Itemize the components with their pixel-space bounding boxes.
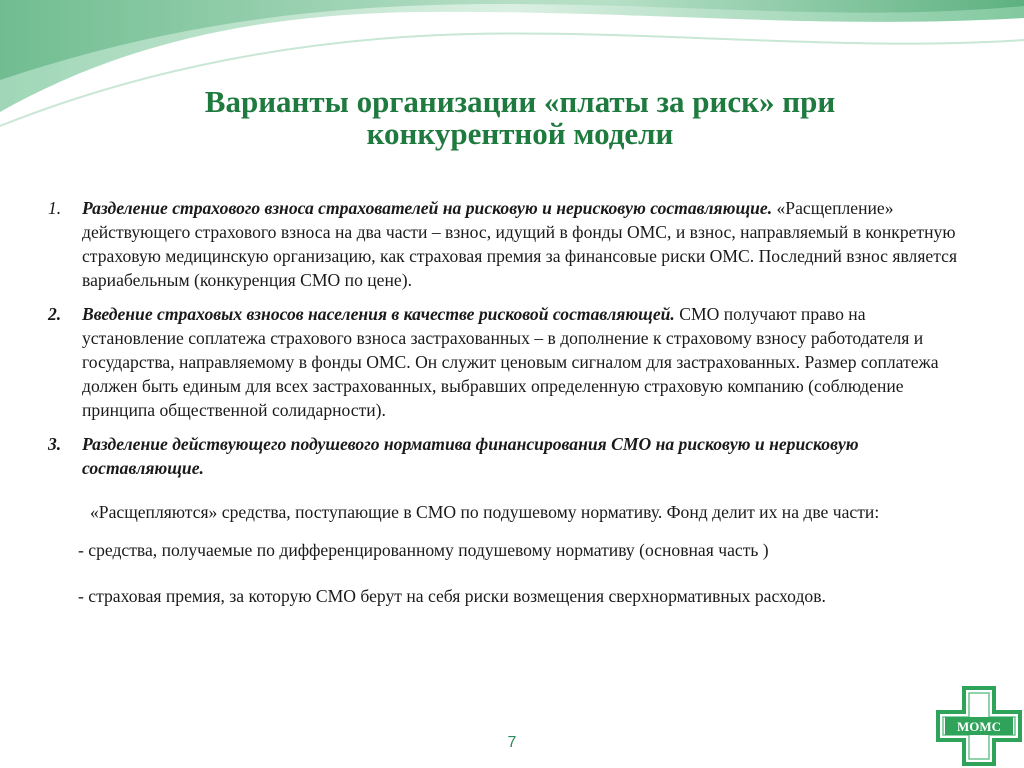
split-note-paragraph: «Расщепляются» средства, поступающие в СМО по подушевому нормативу. Фонд делит их на две части: [90,502,880,522]
item-number: 3. [48,434,62,454]
item-heading: Разделение действующего подушевого норматива финансирования СМО на рисковую и нерисковую составляющие. [82,434,859,478]
logo-text: МОМС [956,719,1002,734]
green-cross-logo [936,686,1022,766]
item-number: 1. [48,198,62,218]
item-heading: Разделение страхового взноса страхователей на рисковую и нерисковую составляющие. [82,198,773,218]
item-text: СМО получают право на установление соплатежа страхового взноса застрахованных – в дополнение к страховому взносу работодателя и государства, направляемому в фонды ОМС. Он служит ценовым сигналом для застрахованных. Размер соплатежа должен быть единым для всех застрахованных, выбравших определенную страховую компанию (соблюдение принципа общественной солидарности). [82,304,939,420]
item-text: «Расщепление» действующего страхового взноса на два части – взнос, идущий в фонды ОМС, и взнос, направляемый в конкретную страховую медицинскую организацию, как страховая премия за финансовые риски ОМС. Последний взнос является вариабельным (конкуренция СМО по цене). [82,198,958,290]
item-number: 2. [48,304,62,324]
list-item [48,196,963,292]
page-number: 7 [507,734,517,751]
list-item [48,432,963,480]
dash-point-2: - страховая премия, за которую СМО берут на себя риски возмещения сверхнормативных расходов. [78,586,826,606]
slide-title [60,86,980,150]
title-line-2: конкурентной модели [366,116,674,151]
title-line-1: Варианты организации «платы за риск» при [204,84,836,119]
list-item [48,302,963,422]
dash-point-1: - средства, получаемые по дифференцированному подушевому нормативу (основная часть ) [78,540,769,560]
slide-content [48,196,963,608]
item-heading: Введение страховых взносов населения в качестве рисковой составляющей. [82,304,675,324]
